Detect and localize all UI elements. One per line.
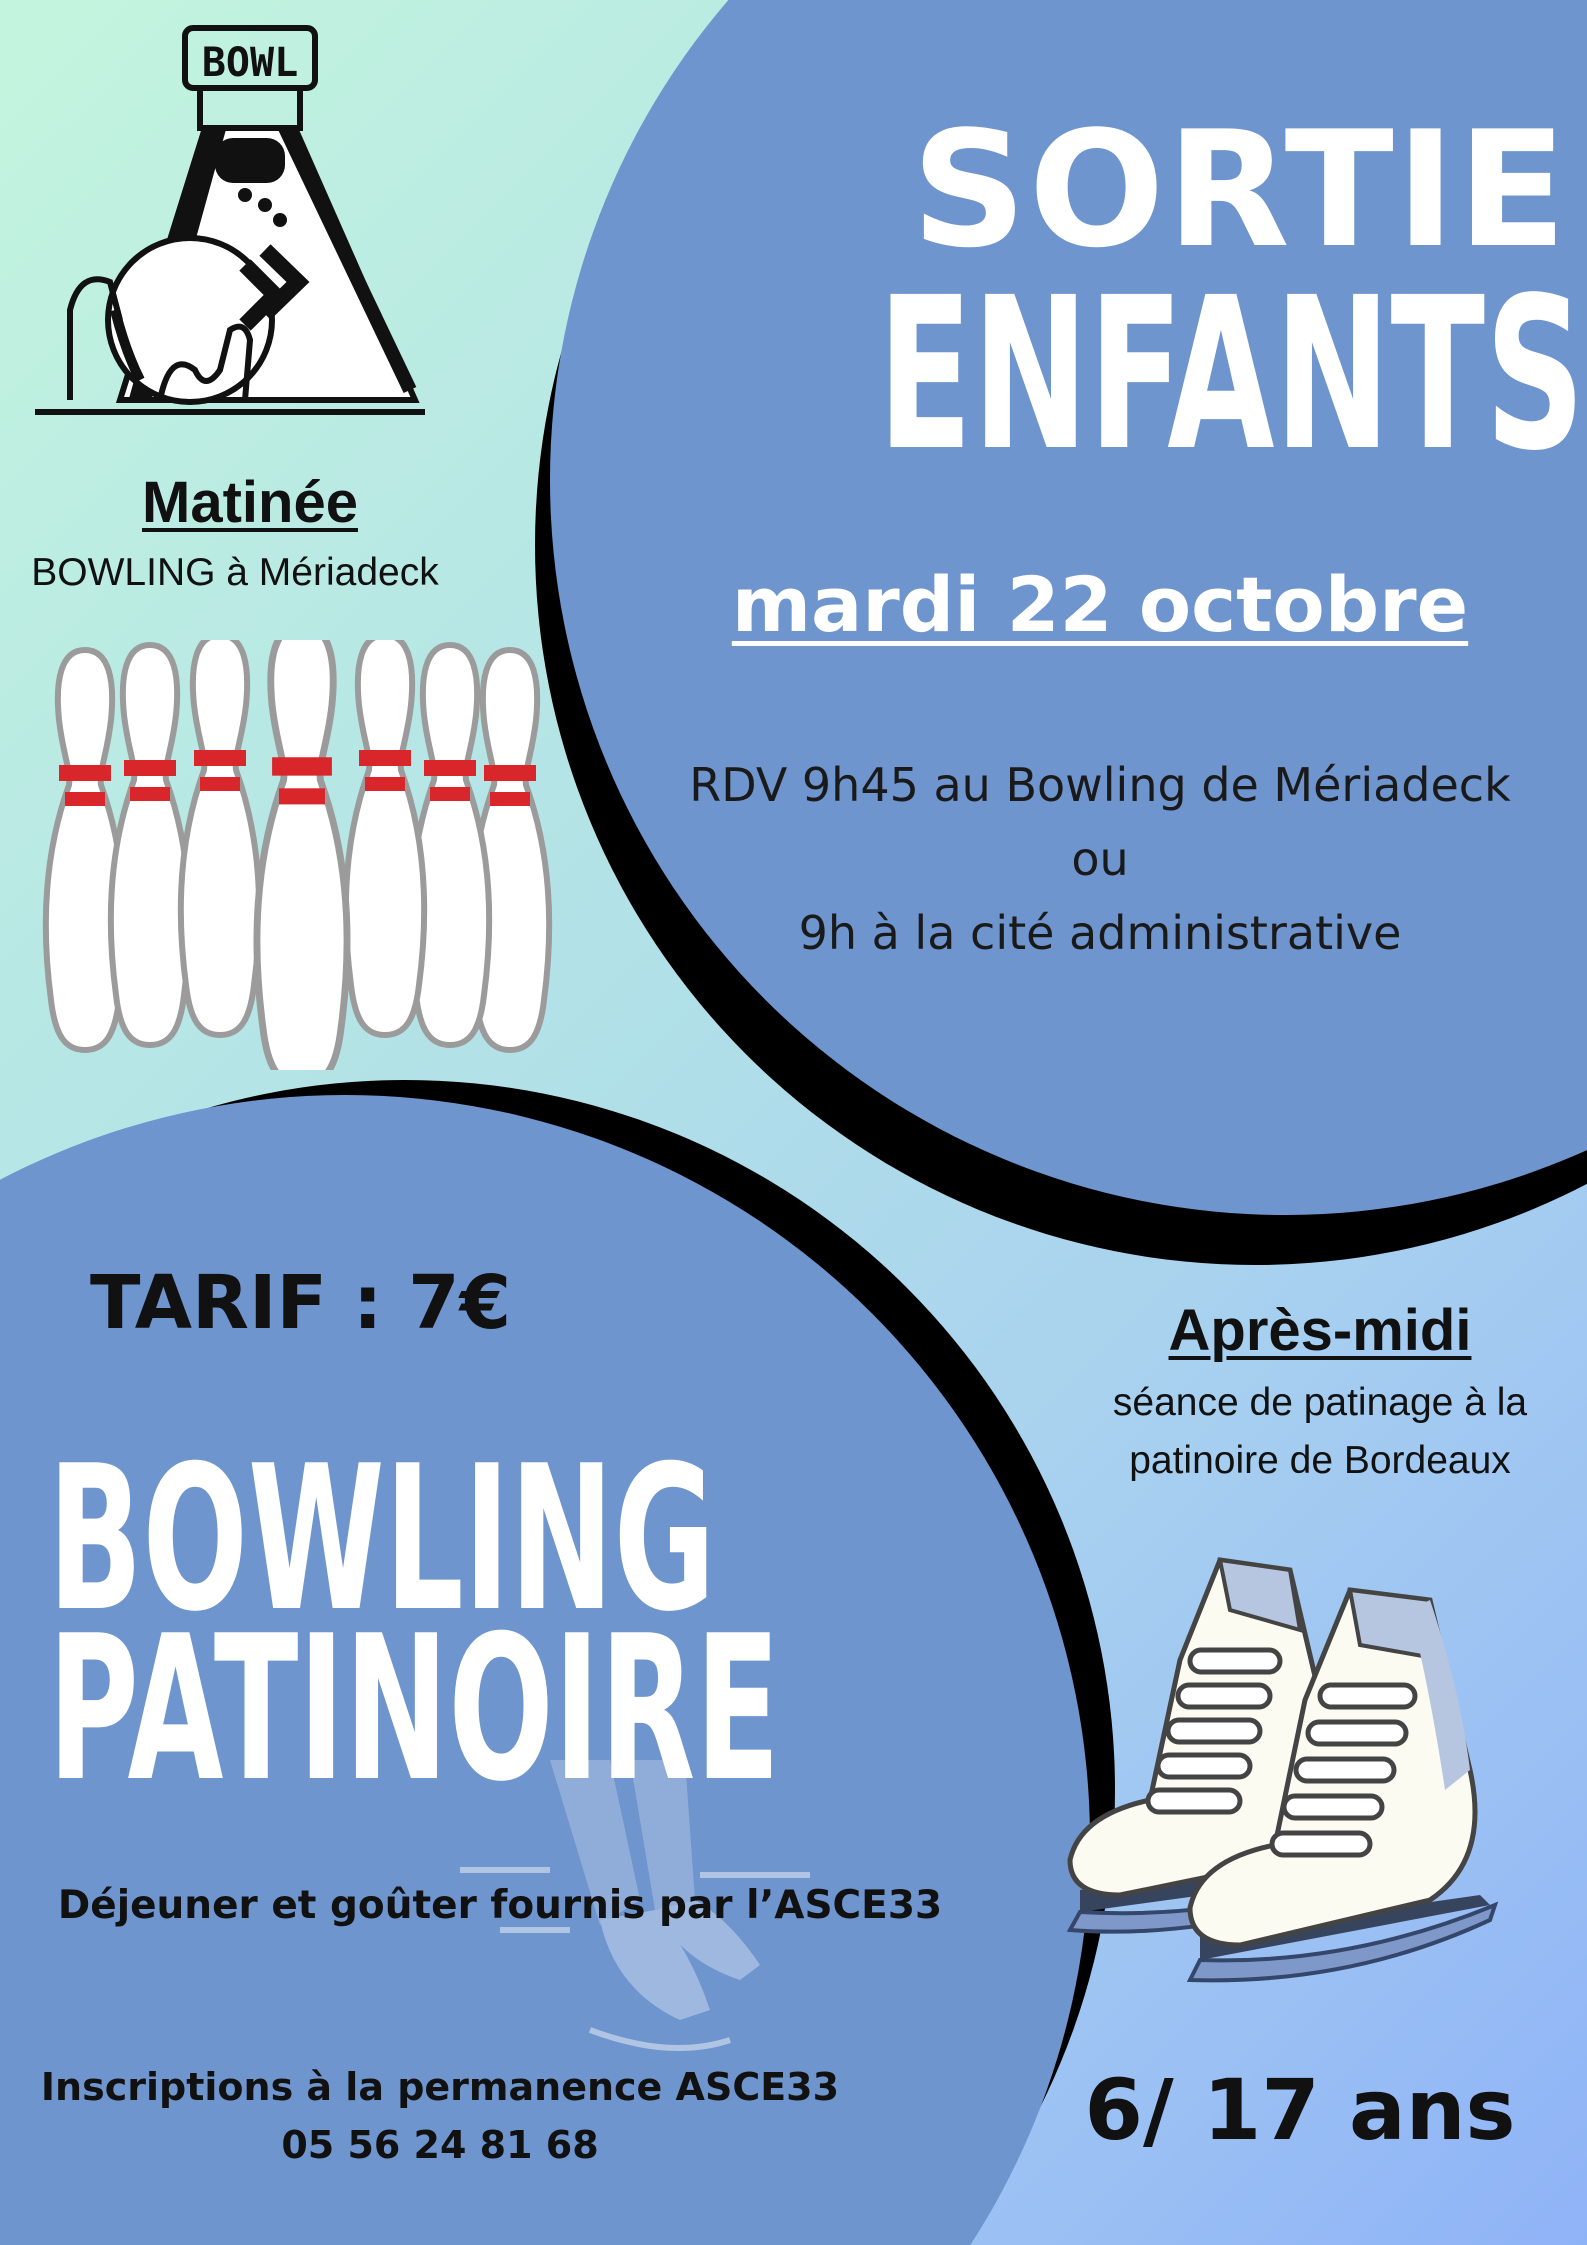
meeting-line-1: RDV 9h45 au Bowling de Mériadeck bbox=[689, 758, 1511, 812]
price-label: TARIF : 7€ bbox=[90, 1260, 512, 1346]
activity-bowling: BOWLING bbox=[48, 1423, 716, 1656]
afternoon-activity bbox=[1060, 1374, 1580, 1490]
registration-info bbox=[20, 2058, 860, 2174]
registration-phone: 05 56 24 81 68 bbox=[281, 2123, 599, 2167]
logo-sign-text: BOWL bbox=[201, 40, 299, 86]
ice-skates-icon bbox=[1050, 1540, 1530, 2000]
age-range: 6/ 17 ans bbox=[1084, 2061, 1516, 2159]
bowling-logo-icon bbox=[30, 20, 430, 420]
meeting-info bbox=[620, 748, 1580, 970]
afternoon-title: Après-midi bbox=[1168, 1298, 1472, 1363]
morning-activity: BOWLING à Mériadeck bbox=[31, 551, 439, 594]
bowling-pins-icon bbox=[30, 640, 570, 1070]
meeting-line-3: 9h à la cité administrative bbox=[798, 906, 1402, 960]
title-sortie: SORTIE bbox=[911, 96, 1569, 283]
event-date: mardi 22 octobre bbox=[731, 560, 1469, 649]
title-enfants: ENFANTS bbox=[877, 252, 1585, 497]
meeting-line-2: ou bbox=[1071, 832, 1129, 886]
registration-line: Inscriptions à la permanence ASCE33 bbox=[40, 2065, 840, 2109]
lunch-info: Déjeuner et goûter fournis par l’ASCE33 bbox=[57, 1883, 943, 1928]
afternoon-line-2: patinoire de Bordeaux bbox=[1129, 1439, 1511, 1482]
afternoon-line-1: séance de patinage à la bbox=[1112, 1381, 1528, 1424]
activity-patinoire: PATINOIRE bbox=[48, 1593, 781, 1826]
morning-title: Matinée bbox=[142, 470, 358, 535]
